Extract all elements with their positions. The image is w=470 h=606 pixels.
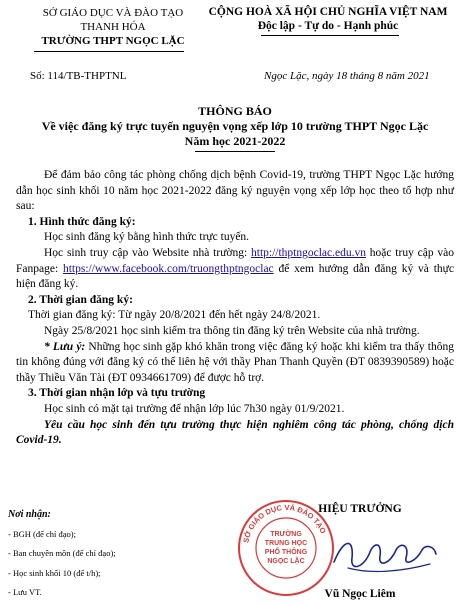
section-2-text-2: Ngày 25/8/2021 học sinh kiểm tra thông tin đăng ký trên Website của nhà trường. (44, 324, 420, 337)
recipient-item: - Lưu VT. (8, 587, 42, 597)
svg-text:TRƯỜNG: TRƯỜNG (270, 531, 302, 538)
svg-text:PHỔ THÔNG: PHỔ THÔNG (264, 549, 308, 556)
national-motto: Độc lập - Tự do - Hạnh phúc (257, 20, 399, 32)
recipients-label: Nơi nhận: (8, 509, 51, 520)
fanpage-link[interactable]: https://www.facebook.com/truongthptngoclac (62, 262, 274, 275)
section-3-text-1: Học sinh có mặt tại trường để nhận lớp lúc 7h30 ngày 01/9/2021. (44, 402, 345, 415)
header-left-underline (34, 51, 184, 52)
section-2-text-1: Thời gian đăng ký: Từ ngày 20/8/2021 đến hết ngày 24/8/2021. (28, 309, 321, 322)
section-1-text-2a: Học sinh truy cập vào Website nhà trường: (44, 246, 252, 259)
website-link[interactable]: http://thptngoclac.edu.vn (251, 246, 366, 259)
section-3-requirement: Yêu cầu học sinh đến tựu trường thực hiện nghiêm công tác phòng, chống dịch Covid-19. (16, 418, 454, 447)
agency-header (8, 6, 218, 48)
title-year: Năm học 2021-2022 (184, 134, 286, 148)
handwritten-signature (330, 528, 440, 578)
section-1-text-2b: hoặc truy cập vào Fanpage: (16, 246, 454, 275)
document-date: Ngọc Lặc, ngày 18 tháng 8 năm 2021 (264, 70, 430, 82)
section-1-text-2c: để xem hướng dẫn đăng ký và thực hiện đăng ký. (16, 262, 454, 291)
agency-line-1: SỞ GIÁO DỤC VÀ ĐÀO TẠO (42, 7, 184, 19)
school-stamp (236, 498, 336, 598)
school-name: TRƯỜNG THPT NGỌC LẶC (41, 35, 185, 47)
recipients-block (8, 505, 116, 603)
document-body (16, 168, 454, 449)
national-title: CỘNG HOÀ XÃ HỘI CHỦ NGHĨA VIỆT NAM (208, 6, 448, 18)
national-header (190, 5, 466, 33)
section-3-heading: 3. Thời gian nhận lớp và tựu trường (28, 387, 206, 400)
document-title (0, 104, 470, 149)
document-number: Số: 114/TB-THPTNL (30, 70, 127, 82)
note-label: * Lưu ý: (44, 340, 86, 353)
section-2-heading: 2. Thời gian đăng ký: (28, 293, 133, 306)
title-main: THÔNG BÁO (198, 104, 272, 118)
recipient-item: - BGH (để chỉ đạo); (8, 528, 76, 539)
title-subject: Về việc đăng ký trực tuyến nguyện vọng xếp lớp 10 trường THPT Ngọc Lặc (41, 119, 429, 133)
signer-name: Vũ Ngọc Liêm (324, 588, 396, 600)
title-underline (195, 151, 275, 152)
section-1-text-2 (16, 246, 454, 293)
recipient-item: - Ban chuyên môn (để chỉ đạo); (8, 548, 116, 558)
svg-text:NGỌC LẶC: NGỌC LẶC (267, 558, 305, 565)
recipient-item: - Học sinh khối 10 (để t/h); (8, 567, 101, 578)
section-1-text-1: Học sinh đăng ký bằng hình thức trực tuyến. (44, 231, 250, 244)
section-1-heading: 1. Hình thức đăng ký: (28, 215, 136, 228)
intro-paragraph: Để đảm bảo công tác phòng chống dịch bệnh Covid-19, trường THPT Ngọc Lặc hướng dẫn học sinh khối 10 năm học 2021-2022 đăng ký nguyện vọng xếp lớp học theo tổ hợp như sau: (16, 169, 454, 213)
note-text: Những học sinh gặp khó khăn trong việc đăng ký hoặc khi kiểm tra thấy thông tin không đúng với đăng ký có thể liên hệ với thầy Phan Thanh Quyền (ĐT 0839390589) hoặc thầy Thiều Văn Tài (ĐT 0934661709) để được hỗ trợ. (16, 340, 454, 384)
section-2-note (16, 340, 454, 387)
agency-line-2: THANH HÓA (80, 21, 146, 33)
svg-text:TRUNG HỌC: TRUNG HỌC (264, 540, 308, 547)
svg-text:SỞ GIÁO DỤC VÀ ĐÀO TẠO: SỞ GIÁO DỤC VÀ ĐÀO TẠO (241, 502, 328, 544)
header-right-underline (261, 35, 399, 36)
signer-title: HIỆU TRƯỞNG (318, 503, 402, 515)
